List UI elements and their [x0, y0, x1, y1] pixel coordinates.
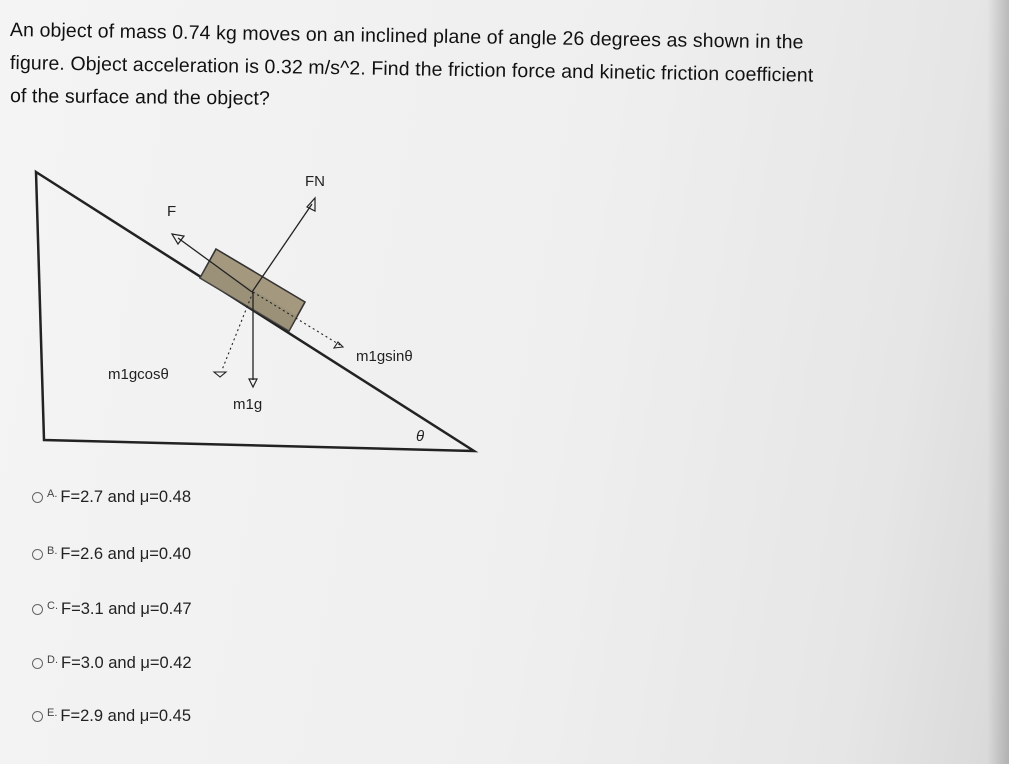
- option-text: F=2.9 and μ=0.45: [60, 707, 192, 725]
- normal-force-arrow: [252, 198, 315, 292]
- option-letter: E.: [47, 706, 58, 719]
- option-text: F=3.1 and μ=0.47: [61, 600, 192, 618]
- option-letter: C.: [47, 599, 58, 612]
- option-letter: B.: [47, 544, 58, 557]
- option-text: F=3.0 and μ=0.42: [61, 654, 192, 672]
- option-c[interactable]: [32, 600, 192, 619]
- label-m1gcos: m1gcosθ: [108, 366, 169, 383]
- label-f: F: [167, 203, 177, 220]
- label-fn: FN: [305, 173, 325, 190]
- label-m1g: m1g: [233, 396, 263, 413]
- radio-d[interactable]: [32, 658, 43, 669]
- option-e[interactable]: [32, 707, 191, 726]
- option-text: F=2.7 and μ=0.48: [60, 488, 192, 506]
- screen-edge-shadow: [987, 0, 1009, 764]
- label-theta: θ: [416, 428, 425, 445]
- radio-e[interactable]: [32, 711, 43, 722]
- option-letter: D.: [47, 653, 58, 666]
- radio-a[interactable]: [32, 492, 43, 503]
- radio-b[interactable]: [32, 549, 43, 560]
- option-letter: A.: [47, 487, 58, 500]
- option-a[interactable]: [32, 488, 191, 507]
- radio-c[interactable]: [32, 604, 43, 615]
- option-d[interactable]: [32, 654, 192, 673]
- question-line-1: An object of mass 0.74 kg moves on an inclined plane of angle 26 degrees as shown in the: [9, 19, 804, 54]
- question-line-2: figure. Object acceleration is 0.32 m/s^2. Find the friction force and kinetic friction coefficient: [9, 52, 814, 87]
- option-b[interactable]: [32, 545, 191, 564]
- label-m1gsin: m1gsinθ: [356, 348, 413, 365]
- option-text: F=2.6 and μ=0.40: [60, 545, 192, 563]
- question-line-3: of the surface and the object?: [9, 85, 271, 110]
